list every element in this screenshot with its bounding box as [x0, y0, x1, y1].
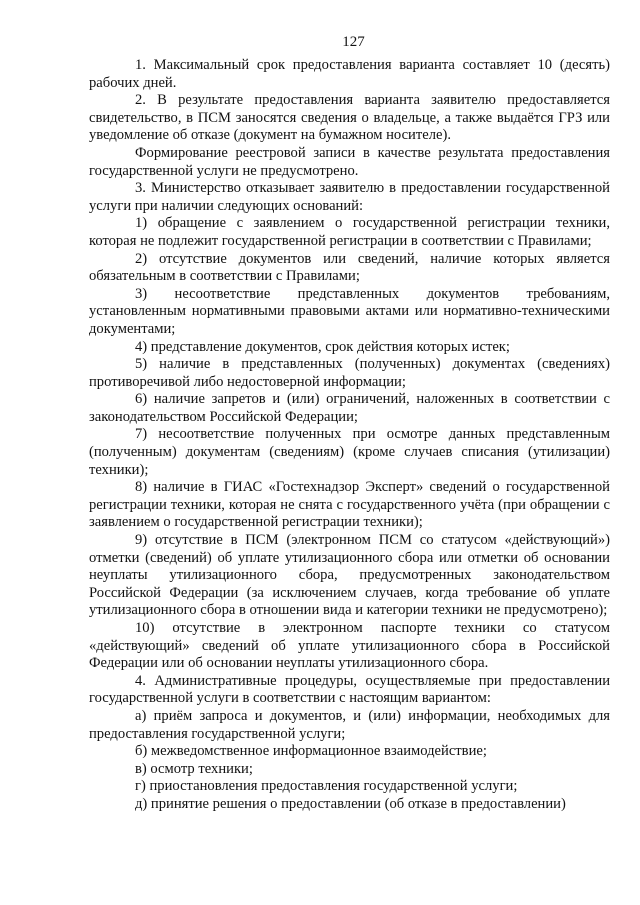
paragraph-item-2-result: 2. В результате предоставления варианта заявителю предоставляется свидетельство, в ПСМ заносятся сведения о владельце, а также выдаётся ГРЗ или уведомление об отказе (документ на бумажном носителе).	[89, 92, 610, 144]
refusal-ground-5: 5) наличие в представленных (полученных) документах (сведениях) противоречивой либо недостоверной информации;	[89, 356, 610, 390]
page-number: 127	[342, 34, 365, 50]
refusal-ground-2: 2) отсутствие документов или сведений, наличие которых является обязательным в соответствии с Правилами;	[89, 250, 610, 285]
refusal-ground-1: 1) обращение с заявлением о государственной регистрации техники, которая не подлежит государственной регистрации в соответствии с Правилами;	[89, 215, 610, 249]
refusal-ground-6: 6) наличие запретов и (или) ограничений, наложенных в соответствии с законодательством Российской Федерации;	[89, 391, 610, 425]
refusal-ground-9: 9) отсутствие в ПСМ (электронном ПСМ со статусом «действующий») отметки (сведений) об уплате утилизационного сбора или отметки об основании неуплаты утилизационного сбора, предусмотренных законодательством Российской Федерации (за исключением случаев, когда требование об уплате утилизационного сбора в отношении вида и категории техники не предусмотрено);	[89, 532, 610, 619]
refusal-ground-7: 7) несоответствие полученных при осмотре данных представленным (полученным) документам (сведениям) (кроме случаев списания (утилизации) техники);	[89, 426, 610, 478]
paragraph-item-3-refusal: 3. Министерство отказывает заявителю в предоставлении государственной услуги при наличии следующих оснований:	[89, 180, 610, 214]
procedure-a: а) приём запроса и документов, и (или) информации, необходимых для предоставления государственной услуги;	[89, 707, 610, 742]
refusal-ground-3: 3) несоответствие представленных документов требованиям, установленным нормативными правовыми актами или нормативно-техническими документами;	[89, 285, 610, 337]
refusal-ground-4: 4) представление документов, срок действия которых истек;	[135, 338, 510, 355]
procedure-v: в) осмотр техники;	[135, 760, 253, 777]
paragraph-item-1-deadline: 1. Максимальный срок предоставления варианта составляет 10 (десять) рабочих дней.	[89, 57, 610, 91]
procedure-d: д) принятие решения о предоставлении (об отказе в предоставлении)	[135, 795, 566, 812]
refusal-ground-8: 8) наличие в ГИАС «Гостехнадзор Эксперт» сведений о государственной регистрации техники, которая не снята с государственного учёта (при обращении с заявлением о государственной регистрации техники);	[89, 479, 610, 531]
paragraph-registry-record: Формирование реестровой записи в качестве результата предоставления государственной услуги не предусмотрено.	[89, 144, 610, 179]
procedure-g: г) приостановления предоставления государственной услуги;	[135, 778, 518, 795]
refusal-ground-10: 10) отсутствие в электронном паспорте техники со статусом «действующий» сведений об уплате утилизационного сбора в Российской Федерации или об основании неуплаты утилизационного сбора.	[89, 620, 610, 672]
procedure-b: б) межведомственное информационное взаимодействие;	[135, 743, 487, 760]
paragraph-item-4-procedures: 4. Административные процедуры, осуществляемые при предоставлении государственной услуги в соответствии с настоящим вариантом:	[89, 672, 610, 707]
